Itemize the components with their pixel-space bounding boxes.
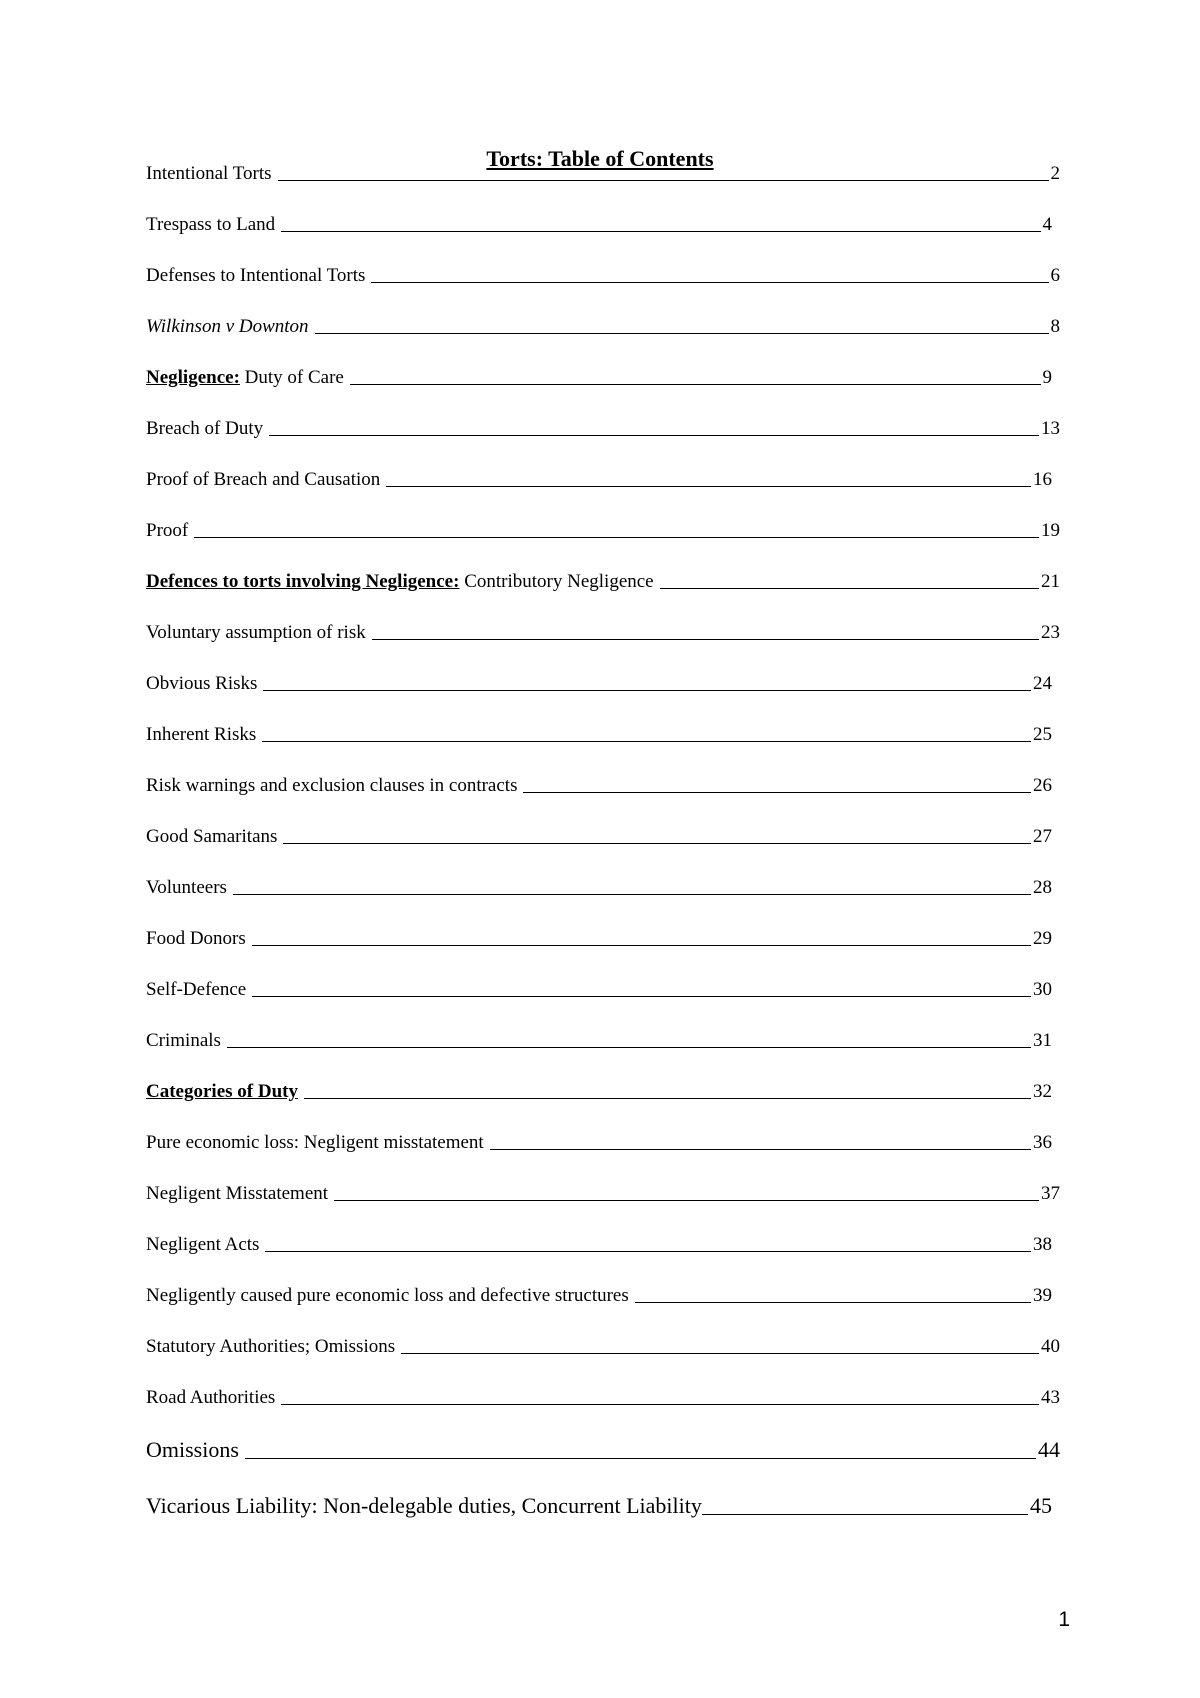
- toc-leader-line: [660, 588, 1039, 589]
- toc-entry-page: 6: [1050, 265, 1060, 286]
- toc-entry-label: Defenses to Intentional Torts: [146, 265, 366, 286]
- toc-entry-label: Risk warnings and exclusion clauses in contracts: [146, 775, 518, 796]
- toc-leader-line: [262, 741, 1031, 742]
- toc-leader-line: [372, 639, 1039, 640]
- toc-entry-page: 4: [1042, 214, 1052, 235]
- toc-entry[interactable]: [146, 1284, 1052, 1308]
- toc-leader-line: [281, 231, 1040, 232]
- toc-entry-page: 29: [1033, 928, 1052, 949]
- toc-leader-line: [315, 333, 1049, 334]
- toc-title: Torts: Table of Contents: [486, 146, 714, 171]
- toc-entry-page: 39: [1033, 1285, 1052, 1306]
- toc-entry[interactable]: [146, 876, 1052, 900]
- toc-entry[interactable]: [146, 825, 1052, 849]
- toc-entry-page: 28: [1033, 877, 1052, 898]
- toc-entry-label: Defences to torts involving Negligence:: [146, 571, 460, 592]
- toc-entry[interactable]: [146, 621, 1060, 645]
- toc-entry-page: 23: [1041, 622, 1060, 643]
- toc-entry-label: Self-Defence: [146, 979, 247, 1000]
- toc-leader-line: [245, 1458, 1036, 1459]
- toc-entry-label: Proof of Breach and Causation: [146, 469, 381, 490]
- toc-leader-line: [194, 537, 1039, 538]
- toc-entry-label: Statutory Authorities; Omissions: [146, 1336, 396, 1357]
- toc-entry-label: Intentional Torts: [146, 163, 272, 184]
- toc-entry-page: 21: [1041, 571, 1060, 592]
- toc-entry-label: Omissions: [146, 1437, 239, 1462]
- toc-leader-line: [386, 486, 1031, 487]
- toc-leader-line: [350, 384, 1041, 385]
- toc-entry[interactable]: [146, 1233, 1052, 1257]
- toc-entry[interactable]: [146, 1335, 1060, 1359]
- toc-entry-label: Inherent Risks: [146, 724, 257, 745]
- toc-entry-label: Obvious Risks: [146, 673, 258, 694]
- toc-leader-line: [702, 1514, 1028, 1515]
- toc-entry-label: Pure economic loss: Negligent misstatement: [146, 1132, 484, 1153]
- toc-entry-label: Duty of Care: [239, 367, 344, 388]
- toc-entry-page: 19: [1041, 520, 1060, 541]
- toc-entry-label: Criminals: [146, 1030, 221, 1051]
- toc-leader-line: [523, 792, 1031, 793]
- toc-entry-label: Wilkinson v Downton: [146, 316, 309, 337]
- toc-entry-page: 16: [1033, 469, 1052, 490]
- toc-leader-line: [278, 180, 1049, 181]
- toc-entry-label: Negligently caused pure economic loss and defective structures: [146, 1285, 629, 1306]
- toc-leader-line: [269, 435, 1039, 436]
- toc-entry[interactable]: [146, 213, 1052, 237]
- toc-entry-label: Volunteers: [146, 877, 227, 898]
- toc-entry[interactable]: [146, 774, 1052, 798]
- toc-entry-page: 9: [1042, 367, 1052, 388]
- toc-entry-page: 24: [1033, 673, 1052, 694]
- toc-entry-page: 40: [1041, 1336, 1060, 1357]
- toc-entry-page: 30: [1033, 979, 1052, 1000]
- toc-entry-label: Vicarious Liability: Non-delegable duties, Concurrent Liability: [146, 1493, 702, 1518]
- toc-entry[interactable]: [146, 1436, 1060, 1464]
- toc-entry[interactable]: [146, 162, 1060, 186]
- toc-entry-label: Negligence:: [146, 367, 240, 388]
- toc-entry[interactable]: [146, 1131, 1052, 1155]
- toc-leader-line: [281, 1404, 1039, 1405]
- toc-leader-line: [401, 1353, 1039, 1354]
- toc-entry-label: Contributory Negligence: [459, 571, 654, 592]
- toc-entry[interactable]: [146, 723, 1052, 747]
- toc-entry-page: 2: [1050, 163, 1060, 184]
- toc-entry-label: Good Samaritans: [146, 826, 278, 847]
- toc-entry[interactable]: [146, 1386, 1060, 1410]
- toc-entry-label: Road Authorities: [146, 1387, 276, 1408]
- toc-leader-line: [265, 1251, 1031, 1252]
- toc-entry-label: Food Donors: [146, 928, 246, 949]
- toc-leader-line: [334, 1200, 1039, 1201]
- toc-entry[interactable]: [146, 570, 1060, 594]
- toc-entry-page: 31: [1033, 1030, 1052, 1051]
- toc-entry[interactable]: [146, 264, 1060, 288]
- toc-entry-label: Voluntary assumption of risk: [146, 622, 366, 643]
- toc-entry-page: 32: [1033, 1081, 1052, 1102]
- toc-entry[interactable]: [146, 1029, 1052, 1053]
- toc-leader-line: [283, 843, 1031, 844]
- toc-entry[interactable]: [146, 366, 1052, 390]
- footer-page-number: 1: [1058, 1608, 1070, 1631]
- toc-entry-label: Negligent Acts: [146, 1234, 260, 1255]
- toc-leader-line: [490, 1149, 1031, 1150]
- toc-entry[interactable]: [146, 468, 1052, 492]
- toc-leader-line: [233, 894, 1031, 895]
- toc-entry[interactable]: [146, 1080, 1052, 1104]
- toc-leader-line: [304, 1098, 1031, 1099]
- toc-leader-line: [371, 282, 1048, 283]
- toc-entry-page: 38: [1033, 1234, 1052, 1255]
- toc-entry-page: 44: [1038, 1437, 1060, 1462]
- toc-leader-line: [227, 1047, 1031, 1048]
- toc-entry-page: 13: [1041, 418, 1060, 439]
- toc-entry-page: 27: [1033, 826, 1052, 847]
- toc-entry-page: 43: [1041, 1387, 1060, 1408]
- toc-entry-label: Trespass to Land: [146, 214, 276, 235]
- toc-entry[interactable]: [146, 927, 1052, 951]
- toc-leader-line: [263, 690, 1031, 691]
- toc-entry-page: 45: [1030, 1493, 1052, 1518]
- toc-entry-label: Negligent Misstatement: [146, 1183, 329, 1204]
- toc-entry[interactable]: [146, 672, 1052, 696]
- toc-entry-page: 37: [1041, 1183, 1060, 1204]
- toc-entry-label: Proof: [146, 520, 189, 541]
- toc-entry[interactable]: [146, 978, 1052, 1002]
- toc-entry-page: 8: [1050, 316, 1060, 337]
- toc-entry[interactable]: [146, 1182, 1060, 1206]
- toc-entry[interactable]: [146, 315, 1060, 339]
- toc-entry[interactable]: [146, 1492, 1052, 1520]
- toc-leader-line: [252, 945, 1031, 946]
- toc-entry[interactable]: [146, 417, 1060, 441]
- toc-entry-page: 25: [1033, 724, 1052, 745]
- toc-entry-label: Breach of Duty: [146, 418, 264, 439]
- toc-entry-page: 26: [1033, 775, 1052, 796]
- toc-leader-line: [635, 1302, 1031, 1303]
- toc-leader-line: [252, 996, 1031, 997]
- toc-entry[interactable]: [146, 519, 1060, 543]
- toc-entry-label: Categories of Duty: [146, 1081, 298, 1102]
- toc-entry-page: 36: [1033, 1132, 1052, 1153]
